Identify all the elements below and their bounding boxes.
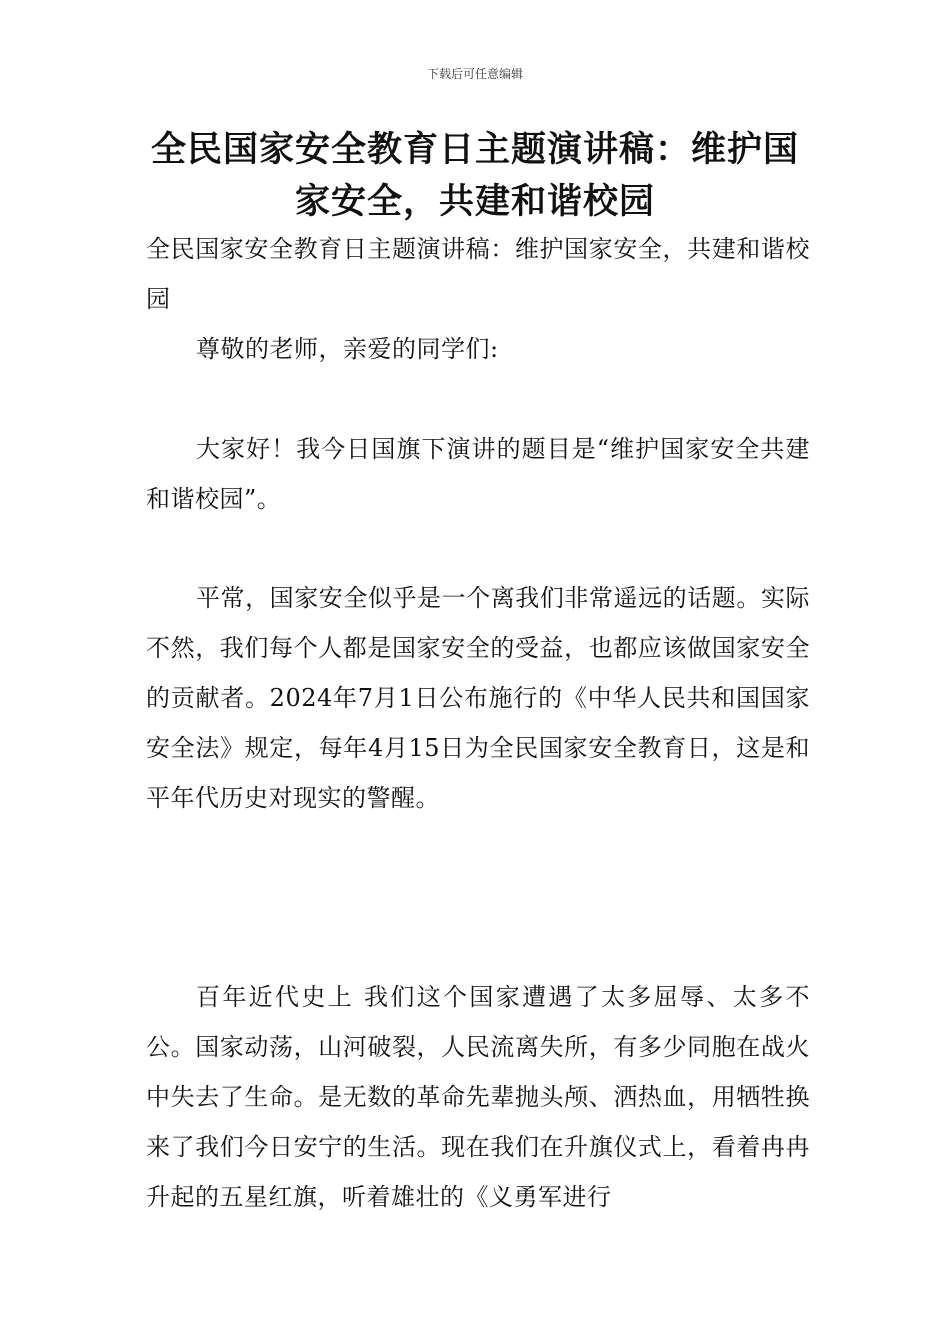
paragraph-greeting: 尊敬的老师，亲爱的同学们:: [196, 335, 499, 363]
document-title: 全民国家安全教育日主题演讲稿：维护国家安全，共建和谐校园: [150, 130, 799, 222]
paragraph-national-security: 平常，国家安全似乎是一个离我们非常遥远的话题。实际不然，我们每个人都是国家安全的受益，也都应该做国家安全的贡献者。2024年7月1日公布施行的《中华人民共和国国家安全法》规定，每年4月15日为全民国家安全教育日，这是和平年代历史对现实的警醒。: [146, 584, 810, 812]
header-note: 下载后可任意编辑: [426, 67, 523, 81]
paragraph-opening: 大家好！我今日国旗下演讲的题目是“维护国家安全共建和谐校园”。: [146, 435, 810, 513]
paragraph-modern-history: 百年近代史上 我们这个国家遭遇了太多屈辱、太多不公。国家动荡，山河破裂，人民流离失所，有多少同胞在战火中失去了生命。是无数的革命先辈抛头颅、洒热血，用牺牲换来了我们今日安宁的生活。现在我们在升旗仪式上，看着冉冉升起的五星红旗，听着雄壮的《义勇军进行: [146, 983, 810, 1211]
document-subtitle: 全民国家安全教育日主题演讲稿：维护国家安全，共建和谐校园: [146, 235, 810, 313]
